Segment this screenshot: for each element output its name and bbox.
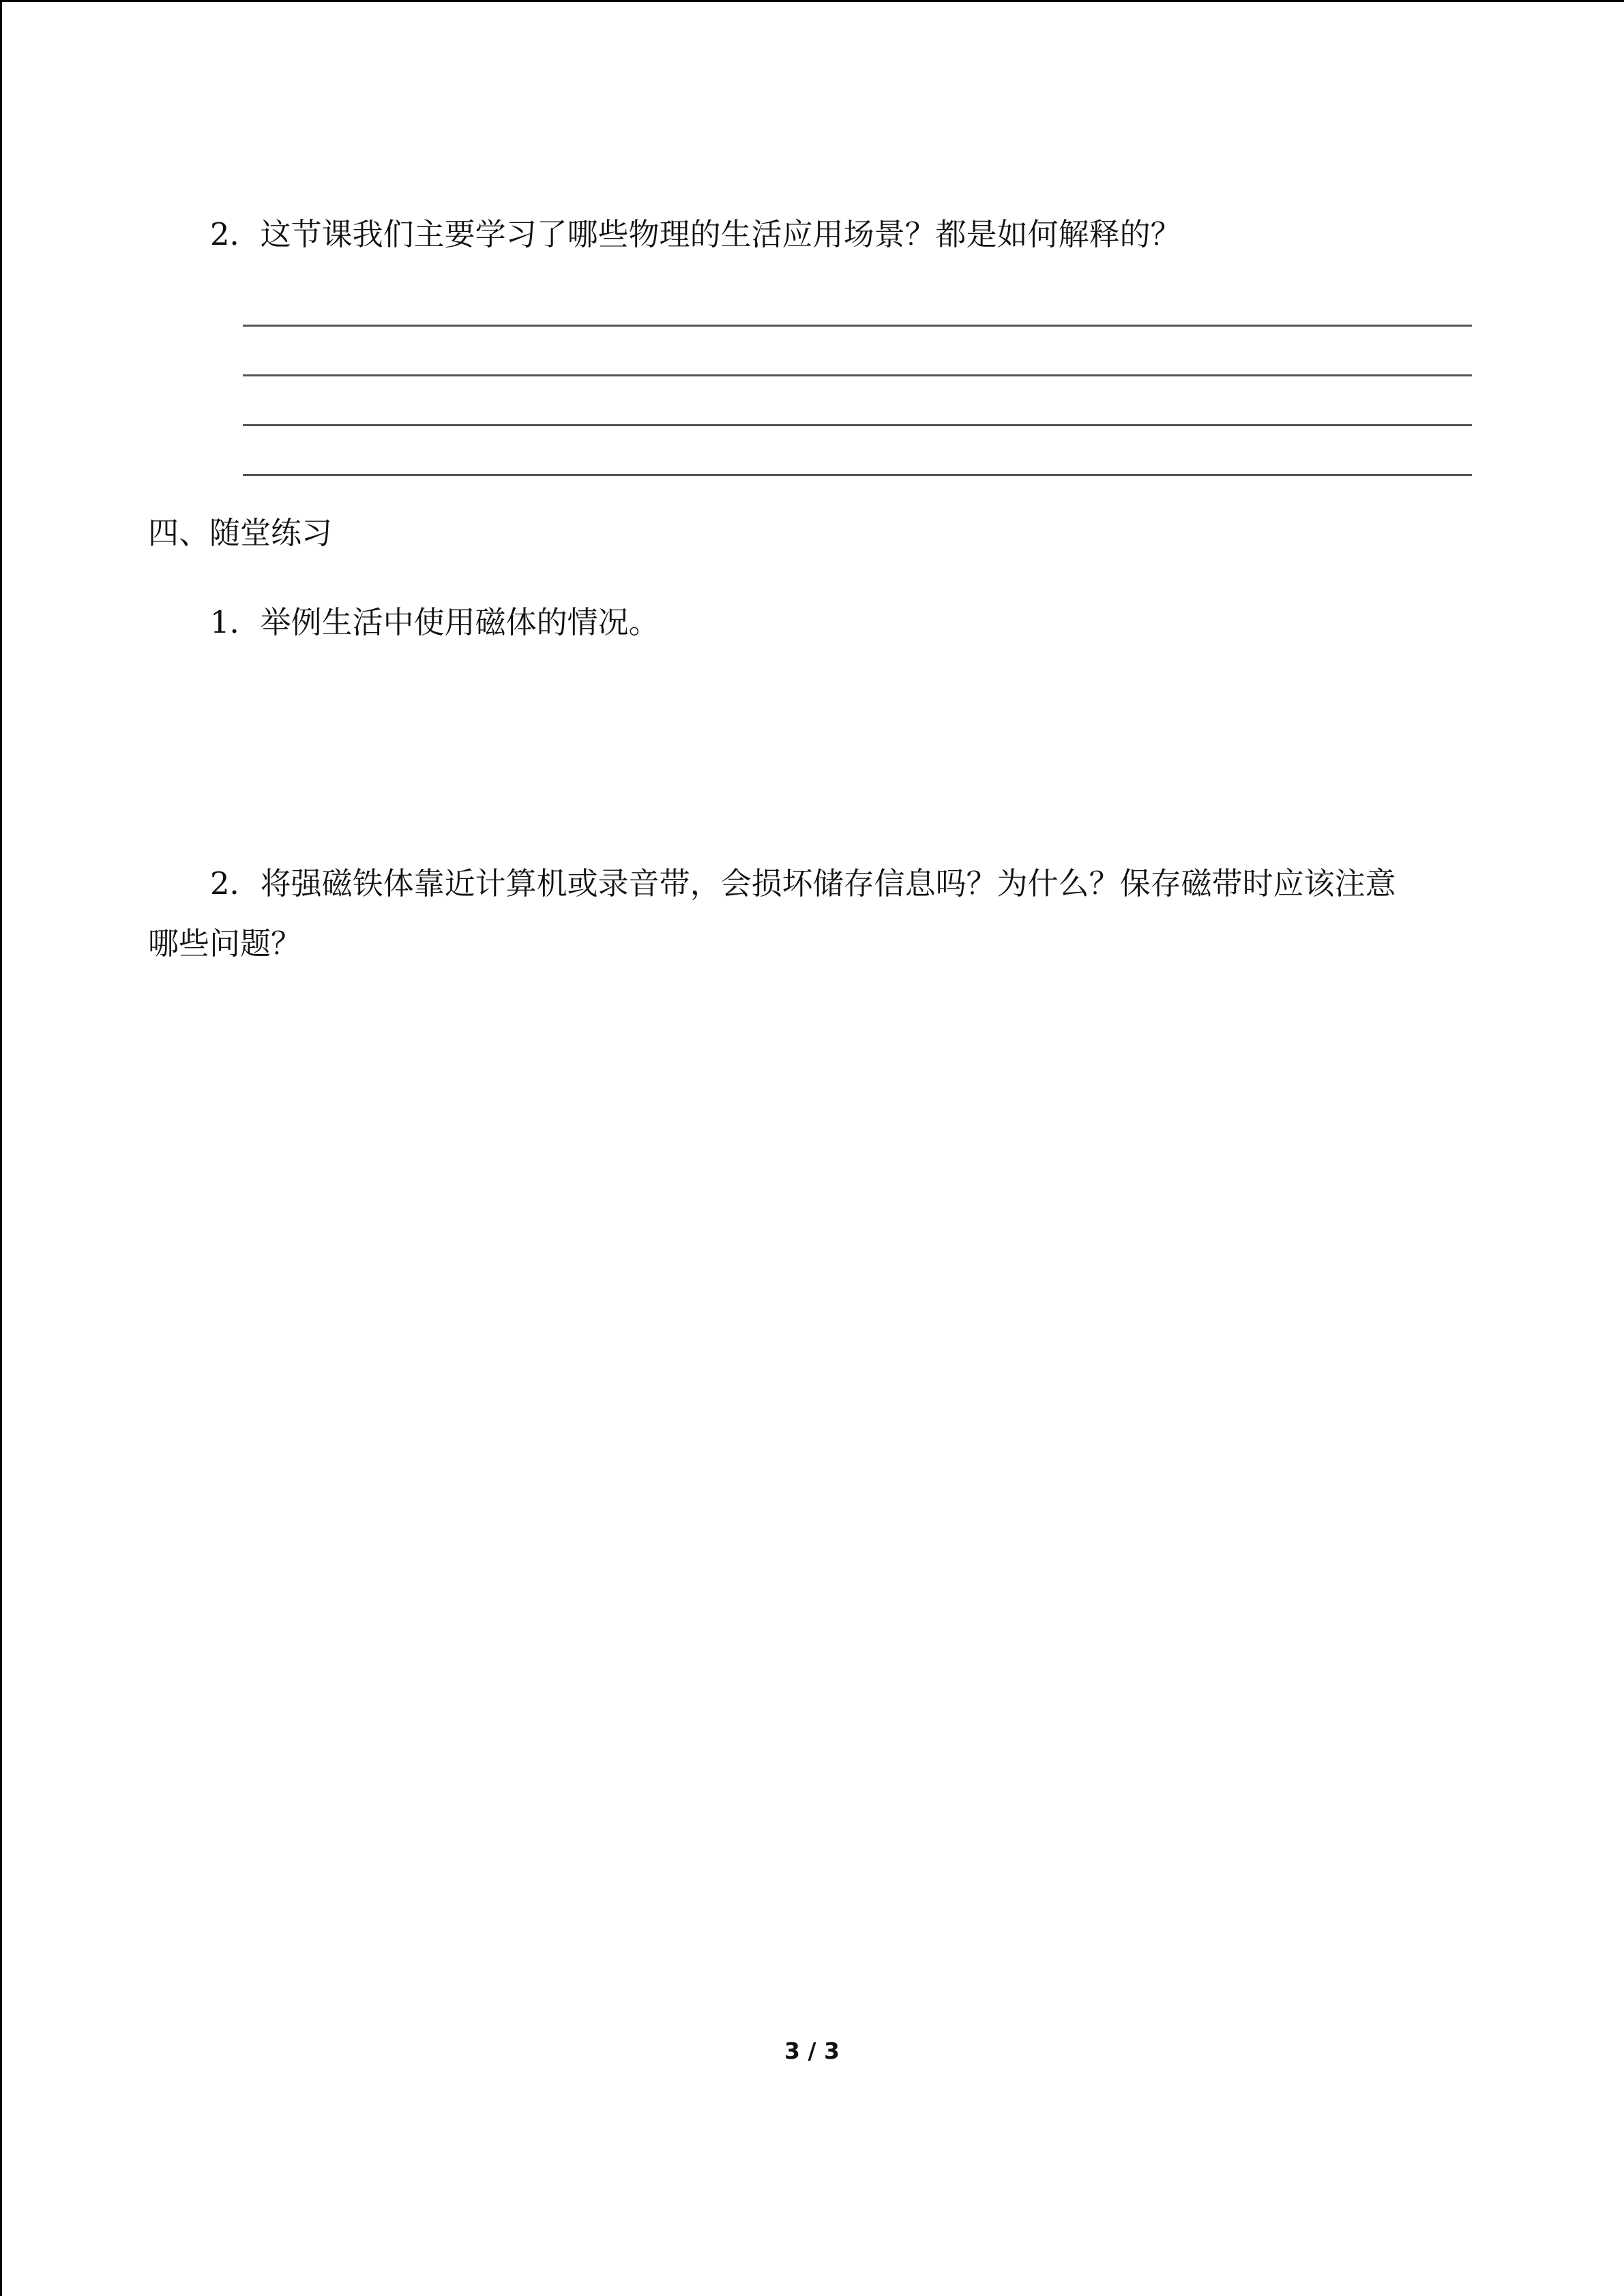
page-border-left [0,0,2,2296]
question-s3-q2 [210,214,1181,255]
question-text: 这节课我们主要学习了哪些物理的生活应用场景？都是如何解释的？ [260,216,1181,252]
answer-line-2[interactable] [243,374,1472,376]
question-number: 2． [210,216,261,252]
answer-line-1[interactable] [243,325,1472,327]
question-number: 2． [210,865,261,901]
question-s4-q2-line2: 哪些问题？ [148,925,302,961]
answer-line-3[interactable] [243,424,1472,426]
answer-line-4[interactable] [243,474,1472,476]
page-number: 3 / 3 [784,2038,840,2064]
section-heading-practice: 四、随堂练习 [148,515,333,551]
question-text: 举例生活中使用磁体的情况。 [260,604,660,640]
page-border-top [0,0,1624,2]
question-s4-q1 [210,602,660,643]
question-text: 将强磁铁体靠近计算机或录音带，会损坏储存信息吗？为什么？保存磁带时应该注意 [260,865,1396,901]
question-s4-q2-line1 [210,863,1396,904]
question-number: 1． [210,604,261,640]
